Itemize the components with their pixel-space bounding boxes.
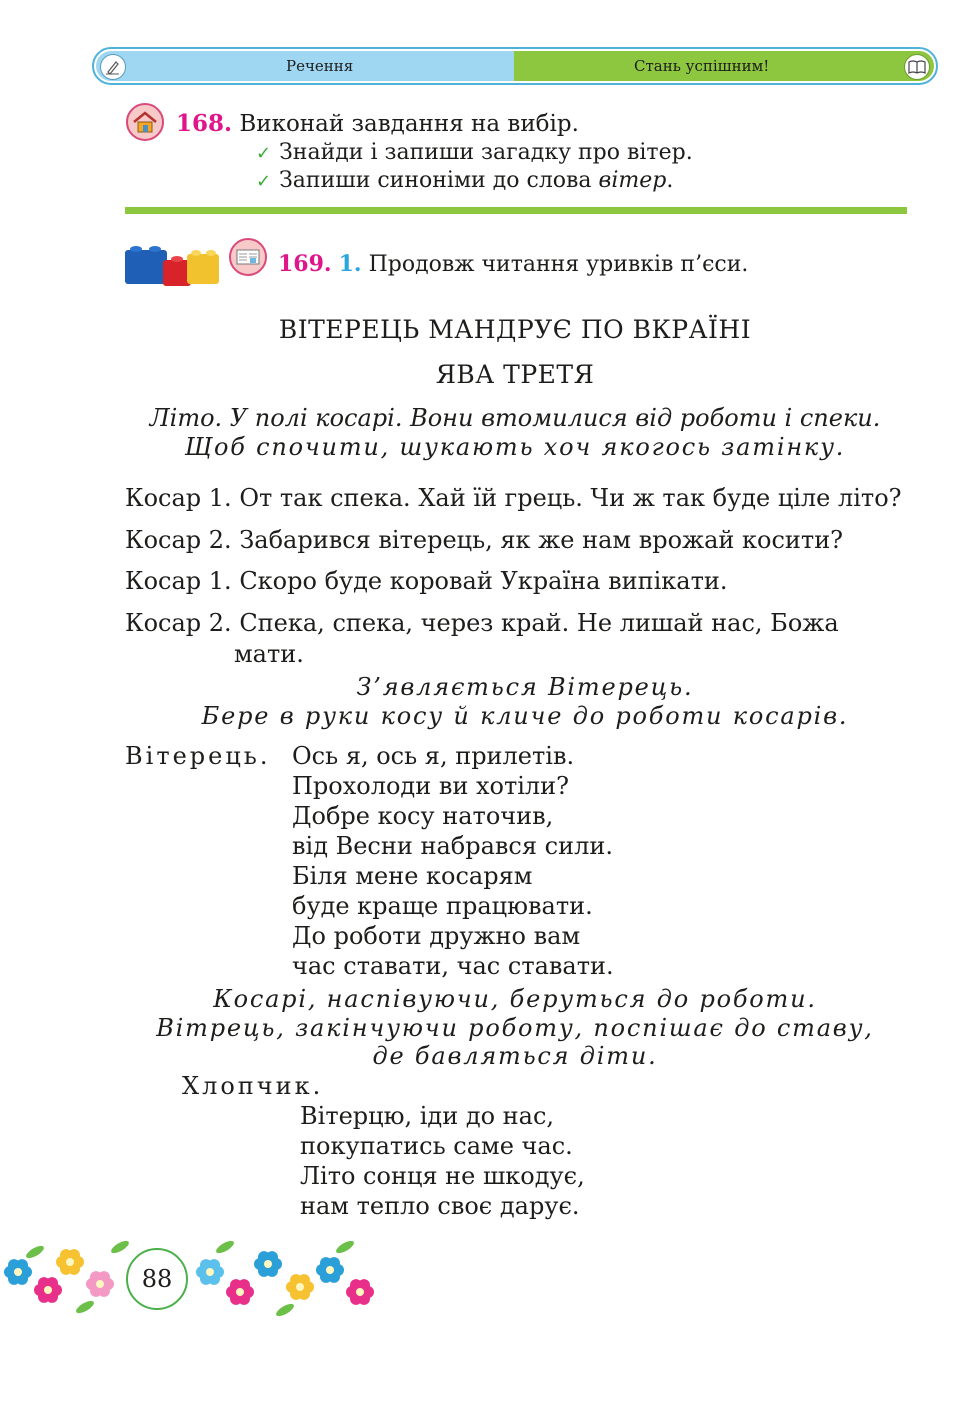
check-icon: ✓ bbox=[256, 171, 272, 192]
speaker-name: Вітерець. bbox=[125, 742, 271, 770]
stage-direction: Літо. У полі косарі. Вони втомилися від роботи і спеки. bbox=[149, 404, 881, 432]
house-icon bbox=[126, 103, 164, 141]
pen-icon bbox=[100, 54, 126, 80]
stage-direction: Косарі, наспівуючи, беруться до роботи. bbox=[213, 985, 817, 1013]
verse: Вітерцю, іди до нас, покупатись саме час. Літо сонця не шкодує, нам тепло своє дарує. bbox=[300, 1102, 585, 1220]
lego-blocks-icon bbox=[125, 240, 221, 288]
dialog-line: Косар 2. Забарився вітерець, як же нам врожай косити? bbox=[125, 526, 844, 554]
stage-direction: З’являється Вітерець. bbox=[356, 673, 694, 701]
dialog-line: Косар 1. От так спека. Хай їй грець. Чи ж так буде ціле літо? bbox=[125, 484, 902, 512]
stage-direction: Щоб спочити, шукають хоч якогось затінку. bbox=[184, 433, 846, 461]
page-number: 88 bbox=[126, 1248, 188, 1310]
section-divider bbox=[125, 207, 907, 214]
task-168 bbox=[176, 110, 579, 139]
scene-title: ЯВА ТРЕТЯ bbox=[435, 360, 595, 389]
dialog-line-continued: мати. bbox=[234, 640, 304, 668]
header-subtitle: Стань успішним! bbox=[634, 57, 770, 75]
dialog-line: Косар 1. Скоро буде коровай Україна випікати. bbox=[125, 567, 728, 595]
check-icon: ✓ bbox=[256, 143, 272, 164]
task-number: 168. bbox=[176, 110, 233, 137]
speaker-name: Хлопчик. bbox=[182, 1072, 324, 1100]
book-icon bbox=[904, 54, 930, 80]
task-text: Виконай завдання на вибір. bbox=[239, 111, 579, 137]
task-option: ✓ Знайди і запиши загадку про вітер. bbox=[256, 140, 693, 165]
flowers-decoration bbox=[0, 1232, 390, 1322]
stage-direction: Вітрець, закінчуючи роботу, поспішає до ставу, bbox=[156, 1014, 874, 1042]
dialog-line: Косар 2. Спека, спека, через край. Не лишай нас, Божа bbox=[125, 609, 839, 637]
play-title: ВІТЕРЕЦЬ МАНДРУЄ ПО ВКРАЇНІ bbox=[278, 315, 752, 344]
verse: Ось я, ось я, прилетів. Прохолоди ви хотіли? Добре косу наточив, від Весни набрався сили. Біля мене косарям буде краще працювати. До роботи дружно вам час ставати, час ставати. bbox=[292, 742, 614, 980]
reading-icon bbox=[229, 238, 267, 276]
task-option: ✓ Запиши синоніми до слова вітер. bbox=[256, 168, 674, 193]
section-header bbox=[92, 47, 938, 85]
stage-direction: Бере в руки косу й кличе до роботи косарів. bbox=[201, 702, 849, 730]
header-right-section bbox=[514, 51, 934, 81]
header-topic: Речення bbox=[286, 57, 354, 75]
task-text: Продовж читання уривків п’єси. bbox=[368, 252, 749, 277]
task-169: 169. 1. Продовж читання уривків п’єси. bbox=[278, 251, 749, 277]
header-left-section bbox=[96, 51, 514, 81]
stage-direction: де бавляться діти. bbox=[372, 1042, 658, 1070]
